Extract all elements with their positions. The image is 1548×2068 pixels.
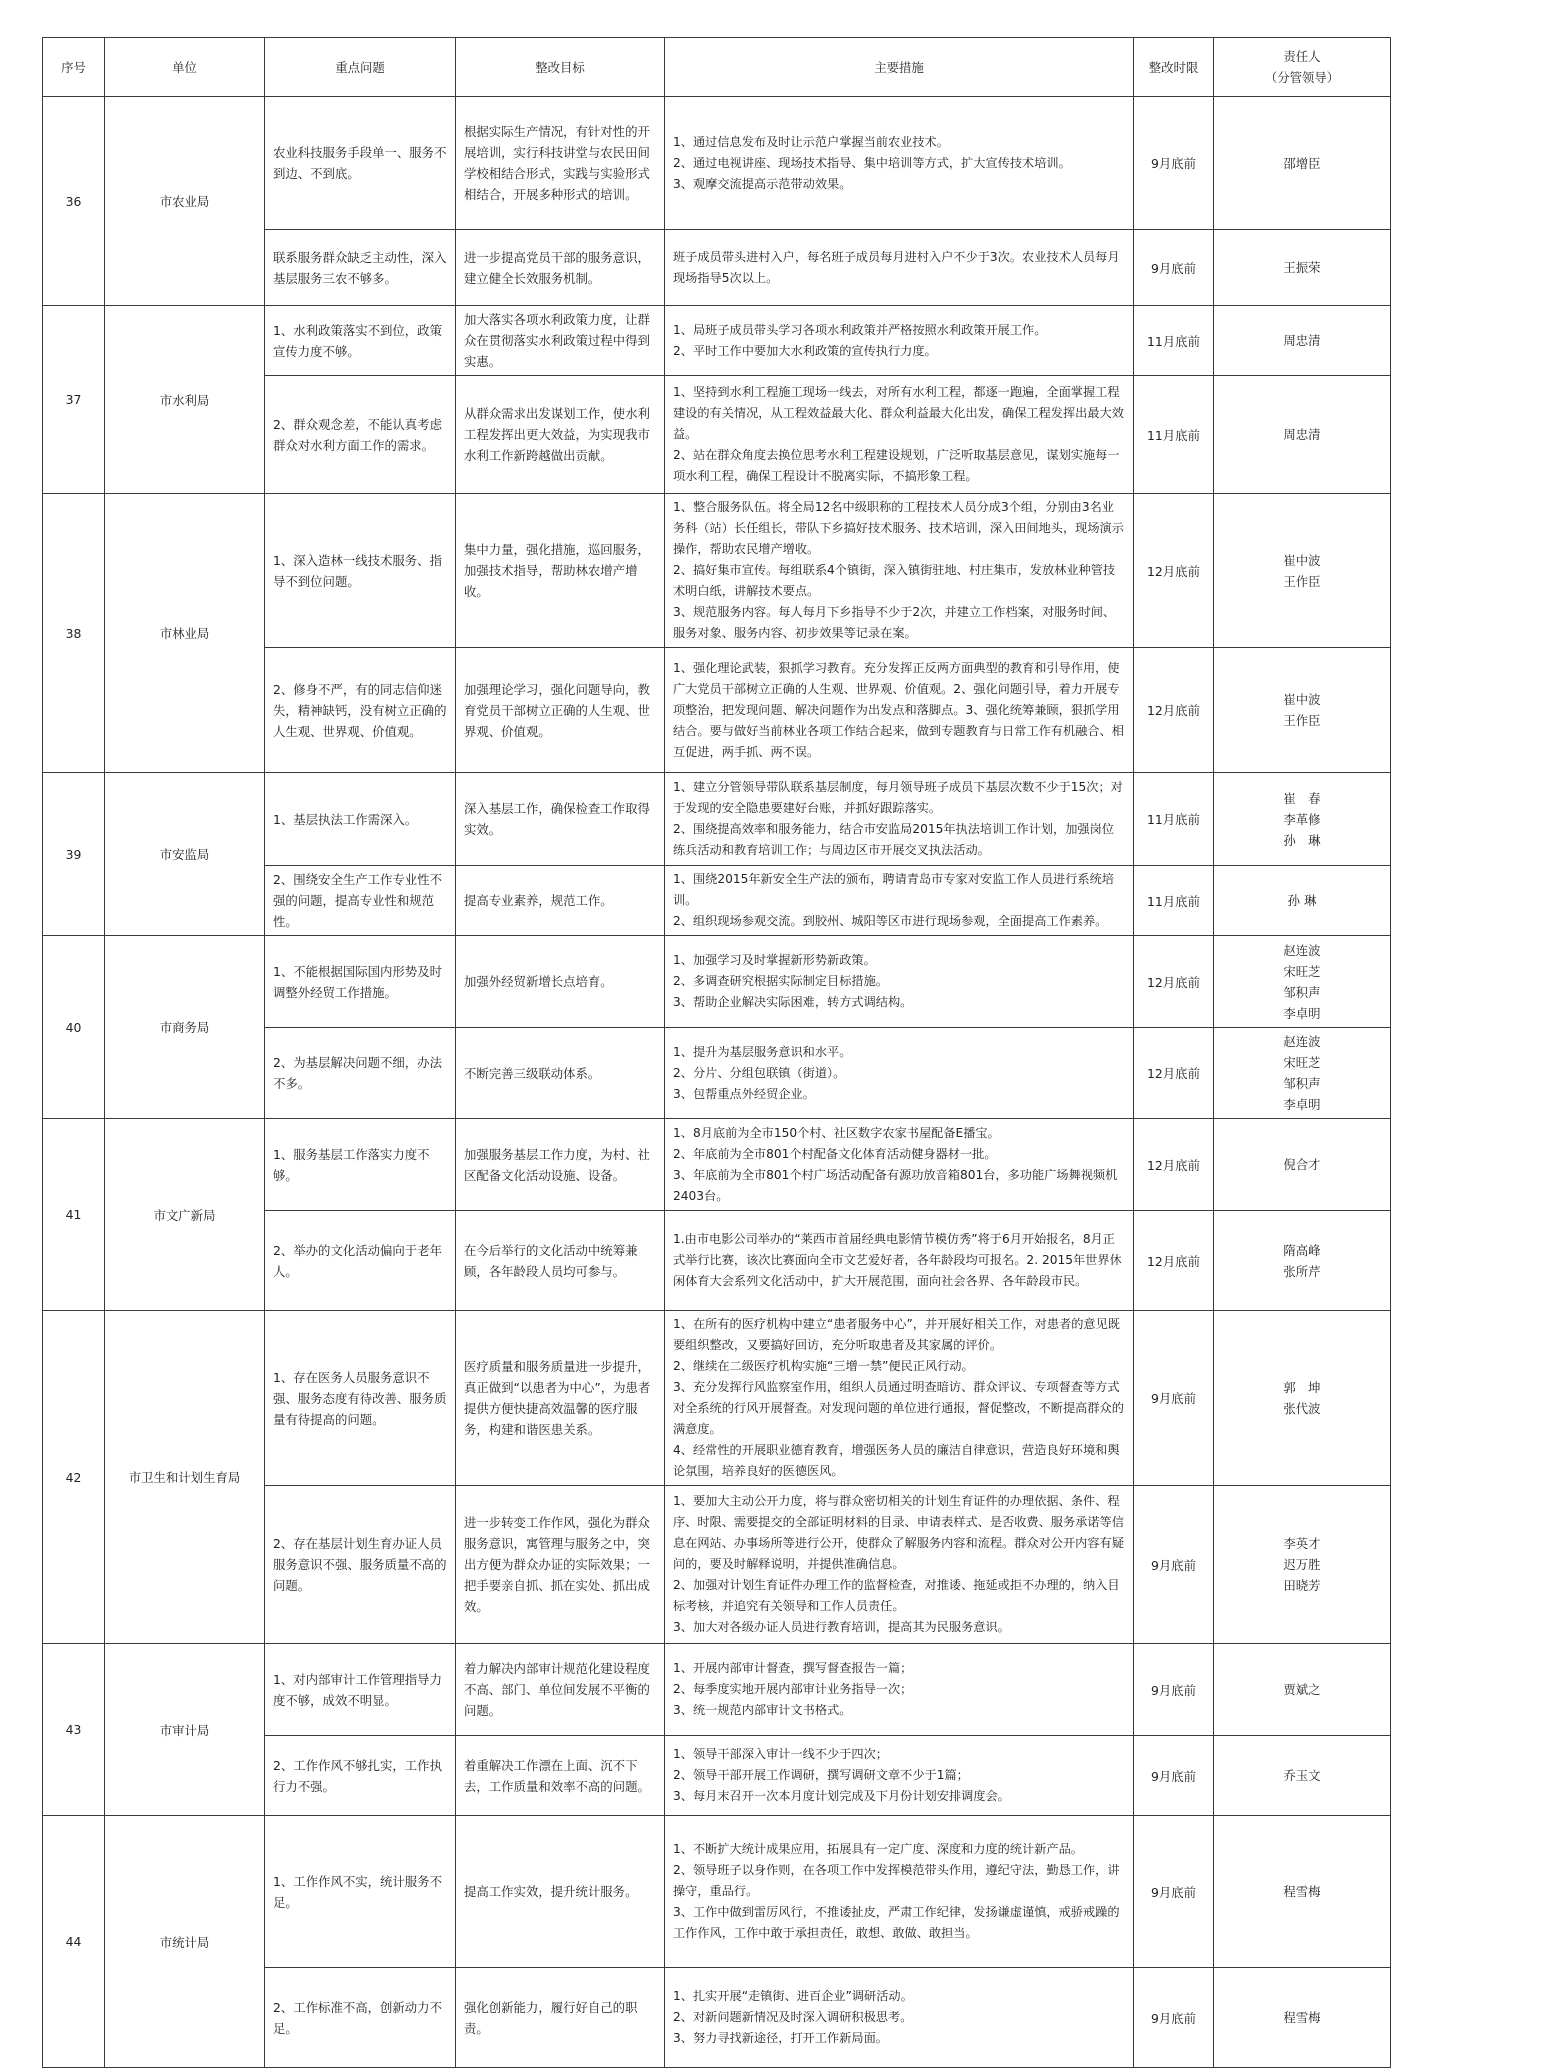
- table-row: [43, 306, 1391, 376]
- responsible-person: 周忠清: [1283, 333, 1321, 348]
- goal-cell: 提高工作实效，提升统计服务。: [456, 1816, 665, 1968]
- measure-item: 3、规范服务内容。每人每月下乡指导不少于2次，并建立工作档案，对服务时间、服务对象、服务内容、初步效果等记录在案。: [673, 605, 1116, 640]
- measure-item: 2、通过电视讲座、现场技术指导、集中培训等方式，扩大宣传技术培训。: [673, 155, 1071, 170]
- measures-cell: [665, 97, 1134, 230]
- table-body: [43, 97, 1391, 2068]
- goal-cell: 进一步提高党员干部的服务意识，建立健全长效服务机制。: [456, 230, 665, 306]
- header-goal: 整改目标: [456, 38, 665, 97]
- goal-cell: 不断完善三级联动体系。: [456, 1028, 665, 1119]
- header-no: 序号: [43, 38, 105, 97]
- goal-cell: 在今后举行的文化活动中统筹兼顾，各年龄段人员均可参与。: [456, 1211, 665, 1311]
- goal-cell: 集中力量，强化措施，巡回服务，加强技术指导，帮助林农增产增收。: [456, 494, 665, 648]
- header-unit: 单位: [105, 38, 265, 97]
- responsible-cell: [1214, 376, 1391, 494]
- measure-item: 2、领导班子以身作则，在各项工作中发挥模范带头作用，遵纪守法，勤恳工作，讲操守，重品行。: [673, 1863, 1120, 1898]
- measure-item: 3、统一规范内部审计文书格式。: [673, 1703, 852, 1717]
- measure-item: 3、工作中做到雷厉风行，不推诿扯皮，严肃工作纪律，发扬谦虚谨慎，戒骄戒躁的工作作风，工作中敢于承担责任，敢想、敢做、敢担当。: [673, 1905, 1120, 1940]
- measure-item: 2、加强对计划生育证件办理工作的监督检查，对推诿、拖延或拒不办理的，纳入目标考核，并追究有关领导和工作人员责任。: [673, 1578, 1120, 1613]
- header-responsible-subtitle: （分管领导）: [1264, 70, 1340, 85]
- serial-number-cell: 40: [43, 936, 105, 1119]
- measure-item: 1、建立分管领导带队联系基层制度，每月领导班子成员下基层次数不少于15次；对于发现的安全隐患要建好台账，并抓好跟踪落实。: [673, 780, 1123, 815]
- responsible-person: 宋旺芝: [1283, 963, 1321, 979]
- measure-item: 3、帮助企业解决实际困难，转方式调结构。: [673, 995, 913, 1009]
- serial-number-cell: 41: [43, 1119, 105, 1311]
- measure-item: 2、对新问题新情况及时深入调研积极思考。: [673, 2010, 913, 2024]
- goal-cell: 加强外经贸新增长点培育。: [456, 936, 665, 1028]
- measure-item: 1、通过信息发布及时让示范户掌握当前农业技术。: [673, 134, 949, 149]
- issue-cell: 2、举办的文化活动偏向于老年人。: [265, 1211, 456, 1311]
- deadline-cell: 9月底前: [1134, 1486, 1214, 1644]
- responsible-cell: [1214, 936, 1391, 1028]
- measure-item: 2、组织现场参观交流。到胶州、城阳等区市进行现场参观，全面提高工作素养。: [673, 914, 1108, 928]
- responsible-person: 隋高峰: [1283, 1242, 1321, 1258]
- measure-item: 1、扎实开展“走镇街、进百企业”调研活动。: [673, 1989, 913, 2003]
- goal-cell: 深入基层工作，确保检查工作取得实效。: [456, 773, 665, 866]
- table-row: [43, 1816, 1391, 1968]
- measures-cell: [665, 936, 1134, 1028]
- measures-cell: [665, 866, 1134, 936]
- issue-cell: 1、服务基层工作落实力度不够。: [265, 1119, 456, 1211]
- deadline-cell: 9月底前: [1134, 1311, 1214, 1486]
- unit-cell: 市文广新局: [105, 1119, 265, 1311]
- deadline-cell: 12月底前: [1134, 1119, 1214, 1211]
- rectification-table: [42, 37, 1391, 2068]
- deadline-cell: 9月底前: [1134, 1816, 1214, 1968]
- responsible-person: 孙 琳: [1283, 832, 1321, 848]
- deadline-cell: 9月底前: [1134, 1736, 1214, 1816]
- issue-cell: 2、群众观念差，不能认真考虑群众对水利方面工作的需求。: [265, 376, 456, 494]
- responsible-person: 李革修: [1283, 811, 1321, 827]
- responsible-cell: [1214, 773, 1391, 866]
- measure-item: 2、继续在二级医疗机构实施“三增一禁”便民正风行动。: [673, 1359, 974, 1373]
- deadline-cell: 12月底前: [1134, 494, 1214, 648]
- responsible-person: 程雪梅: [1283, 1884, 1321, 1899]
- responsible-person: 李卓明: [1283, 1005, 1321, 1021]
- header-responsible-title: 责任人: [1283, 49, 1321, 64]
- header-responsible: [1214, 38, 1391, 97]
- responsible-cell: [1214, 1736, 1391, 1816]
- serial-number-cell: 39: [43, 773, 105, 936]
- responsible-cell: [1214, 1644, 1391, 1736]
- measure-item: 1、加强学习及时掌握新形势新政策。: [673, 953, 876, 967]
- issue-cell: 1、存在医务人员服务意识不强、服务态度有待改善、服务质量有待提高的问题。: [265, 1311, 456, 1486]
- measure-item: 1、8月底前为全市150个村、社区数字农家书屋配备E播宝。: [673, 1125, 1000, 1140]
- measure-item: 班子成员带头进村入户，每名班子成员每月进村入户不少于3次。农业技术人员每月现场指导5次以上。: [673, 249, 1120, 285]
- measure-item: 1、不断扩大统计成果应用，拓展具有一定广度、深度和力度的统计新产品。: [673, 1842, 1083, 1856]
- measure-item: 1、提升为基层服务意识和水平。: [673, 1044, 852, 1059]
- measure-item: 1.由市电影公司举办的“莱西市首届经典电影情节模仿秀”将于6月开始报名，8月正式举行比赛，该次比赛面向全市文艺爱好者，各年龄段均可报名。2. 2015年世界休闲体育大会系列文化活动中，扩大开展范围，面向社会各界、各年龄段市民。: [673, 1232, 1122, 1288]
- measure-item: 2、多调查研究根据实际制定目标措施。: [673, 974, 888, 988]
- unit-cell: 市林业局: [105, 494, 265, 773]
- goal-cell: 提高专业素养，规范工作。: [456, 866, 665, 936]
- measure-item: 1、强化理论武装，狠抓学习教育。充分发挥正反两方面典型的教育和引导作用，使广大党员干部树立正确的人生观、世界观、价值观。2、强化问题引导，着力开展专项整治，把发现问题、解决问题作为出发点和落脚点。3、强化统筹兼顾，狠抓学用结合。要与做好当前林业各项工作结合起来，做到专题教育与日常工作有机融合、相互促进，两手抓、两不误。: [673, 660, 1124, 759]
- responsible-person: 王作臣: [1283, 713, 1321, 728]
- deadline-cell: 9月底前: [1134, 97, 1214, 230]
- issue-cell: 2、围绕安全生产工作专业性不强的问题，提高专业性和规范性。: [265, 866, 456, 936]
- unit-cell: 市安监局: [105, 773, 265, 936]
- responsible-person: 崔中波: [1283, 692, 1321, 707]
- issue-cell: 2、修身不严，有的同志信仰迷失，精神缺钙，没有树立正确的人生观、世界观、价值观。: [265, 648, 456, 773]
- responsible-person: 赵连波: [1283, 1034, 1321, 1049]
- measures-cell: [665, 648, 1134, 773]
- measure-item: 2、年底前为全市801个村配备文化体育活动健身器材一批。: [673, 1146, 997, 1161]
- responsible-person: 乔玉文: [1283, 1768, 1321, 1783]
- measures-cell: [665, 1816, 1134, 1968]
- issue-cell: 1、深入造林一线技术服务、指导不到位问题。: [265, 494, 456, 648]
- table-header-row: [43, 38, 1391, 97]
- deadline-cell: 9月底前: [1134, 1968, 1214, 2068]
- goal-cell: 进一步转变工作作风，强化为群众服务意识，寓管理与服务之中，突出方便为群众办证的实际效果；一把手要亲自抓、抓在实处、抓出成效。: [456, 1486, 665, 1644]
- unit-cell: 市统计局: [105, 1816, 265, 2068]
- issue-cell: 农业科技服务手段单一、服务不到边、不到底。: [265, 97, 456, 230]
- serial-number-cell: 42: [43, 1311, 105, 1644]
- measures-cell: [665, 1968, 1134, 2068]
- responsible-person: 田晓芳: [1283, 1578, 1321, 1593]
- responsible-cell: [1214, 1311, 1391, 1486]
- issue-cell: 2、为基层解决问题不细，办法不多。: [265, 1028, 456, 1119]
- responsible-cell: [1214, 306, 1391, 376]
- measures-cell: [665, 1644, 1134, 1736]
- deadline-cell: 11月底前: [1134, 773, 1214, 866]
- measure-item: 1、在所有的医疗机构中建立“患者服务中心”，并开展好相关工作，对患者的意见既要组织整改，又要搞好回访，充分听取患者及其家属的评价。: [673, 1317, 1120, 1352]
- header-deadline: 整改时限: [1134, 38, 1214, 97]
- responsible-person: 郭 坤: [1283, 1380, 1321, 1395]
- responsible-cell: [1214, 1211, 1391, 1311]
- responsible-person: 邹积声: [1283, 984, 1321, 1000]
- measures-cell: [665, 1028, 1134, 1119]
- deadline-cell: 9月底前: [1134, 230, 1214, 306]
- responsible-cell: [1214, 494, 1391, 648]
- goal-cell: 根据实际生产情况，有针对性的开展培训，实行科技讲堂与农民田间学校相结合形式，实践与实验形式相结合，开展多种形式的培训。: [456, 97, 665, 230]
- responsible-person: 崔中波: [1283, 552, 1321, 568]
- issue-cell: 1、基层执法工作需深入。: [265, 773, 456, 866]
- deadline-cell: 12月底前: [1134, 1028, 1214, 1119]
- goal-cell: 加大落实各项水利政策力度，让群众在贯彻落实水利政策过程中得到实惠。: [456, 306, 665, 376]
- measure-item: 2、围绕提高效率和服务能力，结合市安监局2015年执法培训工作计划，加强岗位练兵活动和教育培训工作；与周边区市开展交叉执法活动。: [673, 822, 1114, 857]
- measures-cell: [665, 376, 1134, 494]
- table-row: [43, 1311, 1391, 1486]
- responsible-person: 崔 春: [1283, 790, 1321, 806]
- measures-cell: [665, 1119, 1134, 1211]
- deadline-cell: 12月底前: [1134, 936, 1214, 1028]
- measure-item: 2、每季度实地开展内部审计业务指导一次；: [673, 1682, 913, 1696]
- measures-cell: [665, 306, 1134, 376]
- goal-cell: 从群众需求出发谋划工作，使水利工程发挥出更大效益，为实现我市水利工作新跨越做出贡献。: [456, 376, 665, 494]
- responsible-person: 倪合才: [1283, 1157, 1321, 1172]
- responsible-person: 张所芹: [1283, 1263, 1321, 1279]
- table-row: [43, 773, 1391, 866]
- measure-item: 1、坚持到水利工程施工现场一线去，对所有水利工程，都逐一跑遍，全面掌握工程建设的有关情况，从工程效益最大化、群众利益最大化出发，确保工程发挥出最大效益。: [673, 385, 1124, 441]
- issue-cell: 1、对内部审计工作管理指导力度不够，成效不明显。: [265, 1644, 456, 1736]
- deadline-cell: 11月底前: [1134, 866, 1214, 936]
- goal-cell: 加强理论学习，强化问题导向，教育党员干部树立正确的人生观、世界观、价值观。: [456, 648, 665, 773]
- serial-number-cell: 36: [43, 97, 105, 306]
- measure-item: 2、领导干部开展工作调研，撰写调研文章不少于1篇；: [673, 1768, 969, 1782]
- measure-item: 2、分片、分组包联镇（街道）。: [673, 1065, 846, 1080]
- measures-cell: [665, 230, 1134, 306]
- responsible-person: 周忠清: [1283, 427, 1321, 442]
- measure-item: 2、搞好集市宣传。每组联系4个镇街，深入镇街驻地、村庄集市，发放林业种管技术明白纸，讲解技术要点。: [673, 563, 1116, 598]
- measure-item: 3、加大对各级办证人员进行教育培训，提高其为民服务意识。: [673, 1620, 1010, 1634]
- goal-cell: 着重解决工作漂在上面、沉不下去，工作质量和效率不高的问题。: [456, 1736, 665, 1816]
- unit-cell: 市商务局: [105, 936, 265, 1119]
- measures-cell: [665, 1736, 1134, 1816]
- serial-number-cell: 38: [43, 494, 105, 773]
- responsible-cell: [1214, 97, 1391, 230]
- header-issue: 重点问题: [265, 38, 456, 97]
- header-measures: 主要措施: [665, 38, 1134, 97]
- responsible-person: 张代波: [1283, 1401, 1321, 1416]
- measures-cell: [665, 1311, 1134, 1486]
- issue-cell: 2、工作作风不够扎实，工作执行力不强。: [265, 1736, 456, 1816]
- issue-cell: 1、不能根据国际国内形势及时调整外经贸工作措施。: [265, 936, 456, 1028]
- serial-number-cell: 37: [43, 306, 105, 494]
- issue-cell: 2、存在基层计划生育办证人员服务意识不强、服务质量不高的问题。: [265, 1486, 456, 1644]
- issue-cell: 联系服务群众缺乏主动性，深入基层服务三农不够多。: [265, 230, 456, 306]
- responsible-person: 赵连波: [1283, 942, 1321, 958]
- unit-cell: 市卫生和计划生育局: [105, 1311, 265, 1644]
- issue-cell: 2、工作标准不高，创新动力不足。: [265, 1968, 456, 2068]
- measure-item: 2、平时工作中要加大水利政策的宣传执行力度。: [673, 343, 937, 358]
- measure-item: 4、经常性的开展职业德育教育，增强医务人员的廉洁自律意识，营造良好环境和舆论氛围，培养良好的医德医风。: [673, 1443, 1120, 1478]
- responsible-cell: [1214, 230, 1391, 306]
- measure-item: 3、每月末召开一次本月度计划完成及下月份计划安排调度会。: [673, 1789, 1010, 1803]
- measure-item: 1、开展内部审计督查，撰写督查报告一篇；: [673, 1661, 913, 1675]
- deadline-cell: 9月底前: [1134, 1644, 1214, 1736]
- table-row: [43, 97, 1391, 230]
- measures-cell: [665, 1211, 1134, 1311]
- responsible-cell: [1214, 1486, 1391, 1644]
- unit-cell: 市农业局: [105, 97, 265, 306]
- measures-cell: [665, 494, 1134, 648]
- responsible-cell: [1214, 1119, 1391, 1211]
- goal-cell: 医疗质量和服务质量进一步提升，真正做到“以患者为中心”，为患者提供方便快捷高效温馨的医疗服务，构建和谐医患关系。: [456, 1311, 665, 1486]
- goal-cell: 强化创新能力，履行好自己的职责。: [456, 1968, 665, 2068]
- unit-cell: 市水利局: [105, 306, 265, 494]
- issue-cell: 1、水利政策落实不到位，政策宣传力度不够。: [265, 306, 456, 376]
- measure-item: 3、充分发挥行风监察室作用，组织人员通过明查暗访、群众评议、专项督查等方式对全系统的行风开展督查。对发现问题的单位进行通报，督促整改，不断提高群众的满意度。: [673, 1380, 1124, 1436]
- measures-cell: [665, 1486, 1134, 1644]
- responsible-cell: [1214, 648, 1391, 773]
- responsible-person: 宋旺芝: [1283, 1055, 1321, 1070]
- measure-item: 1、局班子成员带头学习各项水利政策并严格按照水利政策开展工作。: [673, 322, 1047, 337]
- deadline-cell: 11月底前: [1134, 376, 1214, 494]
- deadline-cell: 12月底前: [1134, 1211, 1214, 1311]
- measure-item: 3、包帮重点外经贸企业。: [673, 1086, 815, 1101]
- measure-item: 3、努力寻找新途径，打开工作新局面。: [673, 2031, 888, 2045]
- responsible-person: 程雪梅: [1283, 2010, 1321, 2025]
- responsible-person: 李英才: [1283, 1536, 1321, 1551]
- responsible-person: 王振荣: [1283, 260, 1321, 275]
- responsible-person: 李卓明: [1283, 1097, 1321, 1112]
- measures-cell: [665, 773, 1134, 866]
- responsible-cell: [1214, 1816, 1391, 1968]
- table-row: [43, 494, 1391, 648]
- responsible-person: 王作臣: [1283, 573, 1321, 589]
- responsible-cell: [1214, 1028, 1391, 1119]
- responsible-cell: [1214, 1968, 1391, 2068]
- table-row: [43, 936, 1391, 1028]
- responsible-person: 邹积声: [1283, 1076, 1321, 1091]
- measure-item: 1、领导干部深入审计一线不少于四次；: [673, 1747, 888, 1761]
- responsible-cell: [1214, 866, 1391, 936]
- table-row: [43, 1644, 1391, 1736]
- measure-item: 1、围绕2015年新安全生产法的颁布，聘请青岛市专家对安监工作人员进行系统培训。: [673, 872, 1114, 907]
- goal-cell: 加强服务基层工作力度，为村、社区配备文化活动设施、设备。: [456, 1119, 665, 1211]
- goal-cell: 着力解决内部审计规范化建设程度不高、部门、单位间发展不平衡的问题。: [456, 1644, 665, 1736]
- measure-item: 3、年底前为全市801个村广场活动配备有源功放音箱801台，多功能广场舞视频机2403台。: [673, 1167, 1118, 1203]
- measure-item: 1、整合服务队伍。将全局12名中级职称的工程技术人员分成3个组，分别由3名业务科（站）长任组长，带队下乡搞好技术服务、技术培训，深入田间地头，现场演示操作，帮助农民增产增收。: [673, 500, 1124, 556]
- serial-number-cell: 43: [43, 1644, 105, 1816]
- responsible-person: 邵增臣: [1283, 155, 1321, 171]
- issue-cell: 1、工作作风不实，统计服务不足。: [265, 1816, 456, 1968]
- deadline-cell: 12月底前: [1134, 648, 1214, 773]
- measure-item: 2、站在群众角度去换位思考水利工程建设规划，广泛听取基层意见，谋划实施每一项水利工程，确保工程设计不脱离实际，不搞形象工程。: [673, 448, 1120, 483]
- responsible-person: 孙 琳: [1287, 893, 1317, 908]
- responsible-person: 迟万胜: [1283, 1557, 1321, 1572]
- unit-cell: 市审计局: [105, 1644, 265, 1816]
- measure-item: 1、要加大主动公开力度，将与群众密切相关的计划生育证件的办理依据、条件、程序、时限、需要提交的全部证明材料的目录、申请表样式、是否收费、服务承诺等信息在网站、办事场所等进行公开，使群众了解服务内容和流程。群众对公开内容有疑问的，要及时解释说明，并提供准确信息。: [673, 1494, 1124, 1571]
- serial-number-cell: 44: [43, 1816, 105, 2068]
- table-row: [43, 1119, 1391, 1211]
- measure-item: 3、观摩交流提高示范带动效果。: [673, 176, 852, 191]
- deadline-cell: 11月底前: [1134, 306, 1214, 376]
- responsible-person: 贾斌之: [1283, 1682, 1321, 1697]
